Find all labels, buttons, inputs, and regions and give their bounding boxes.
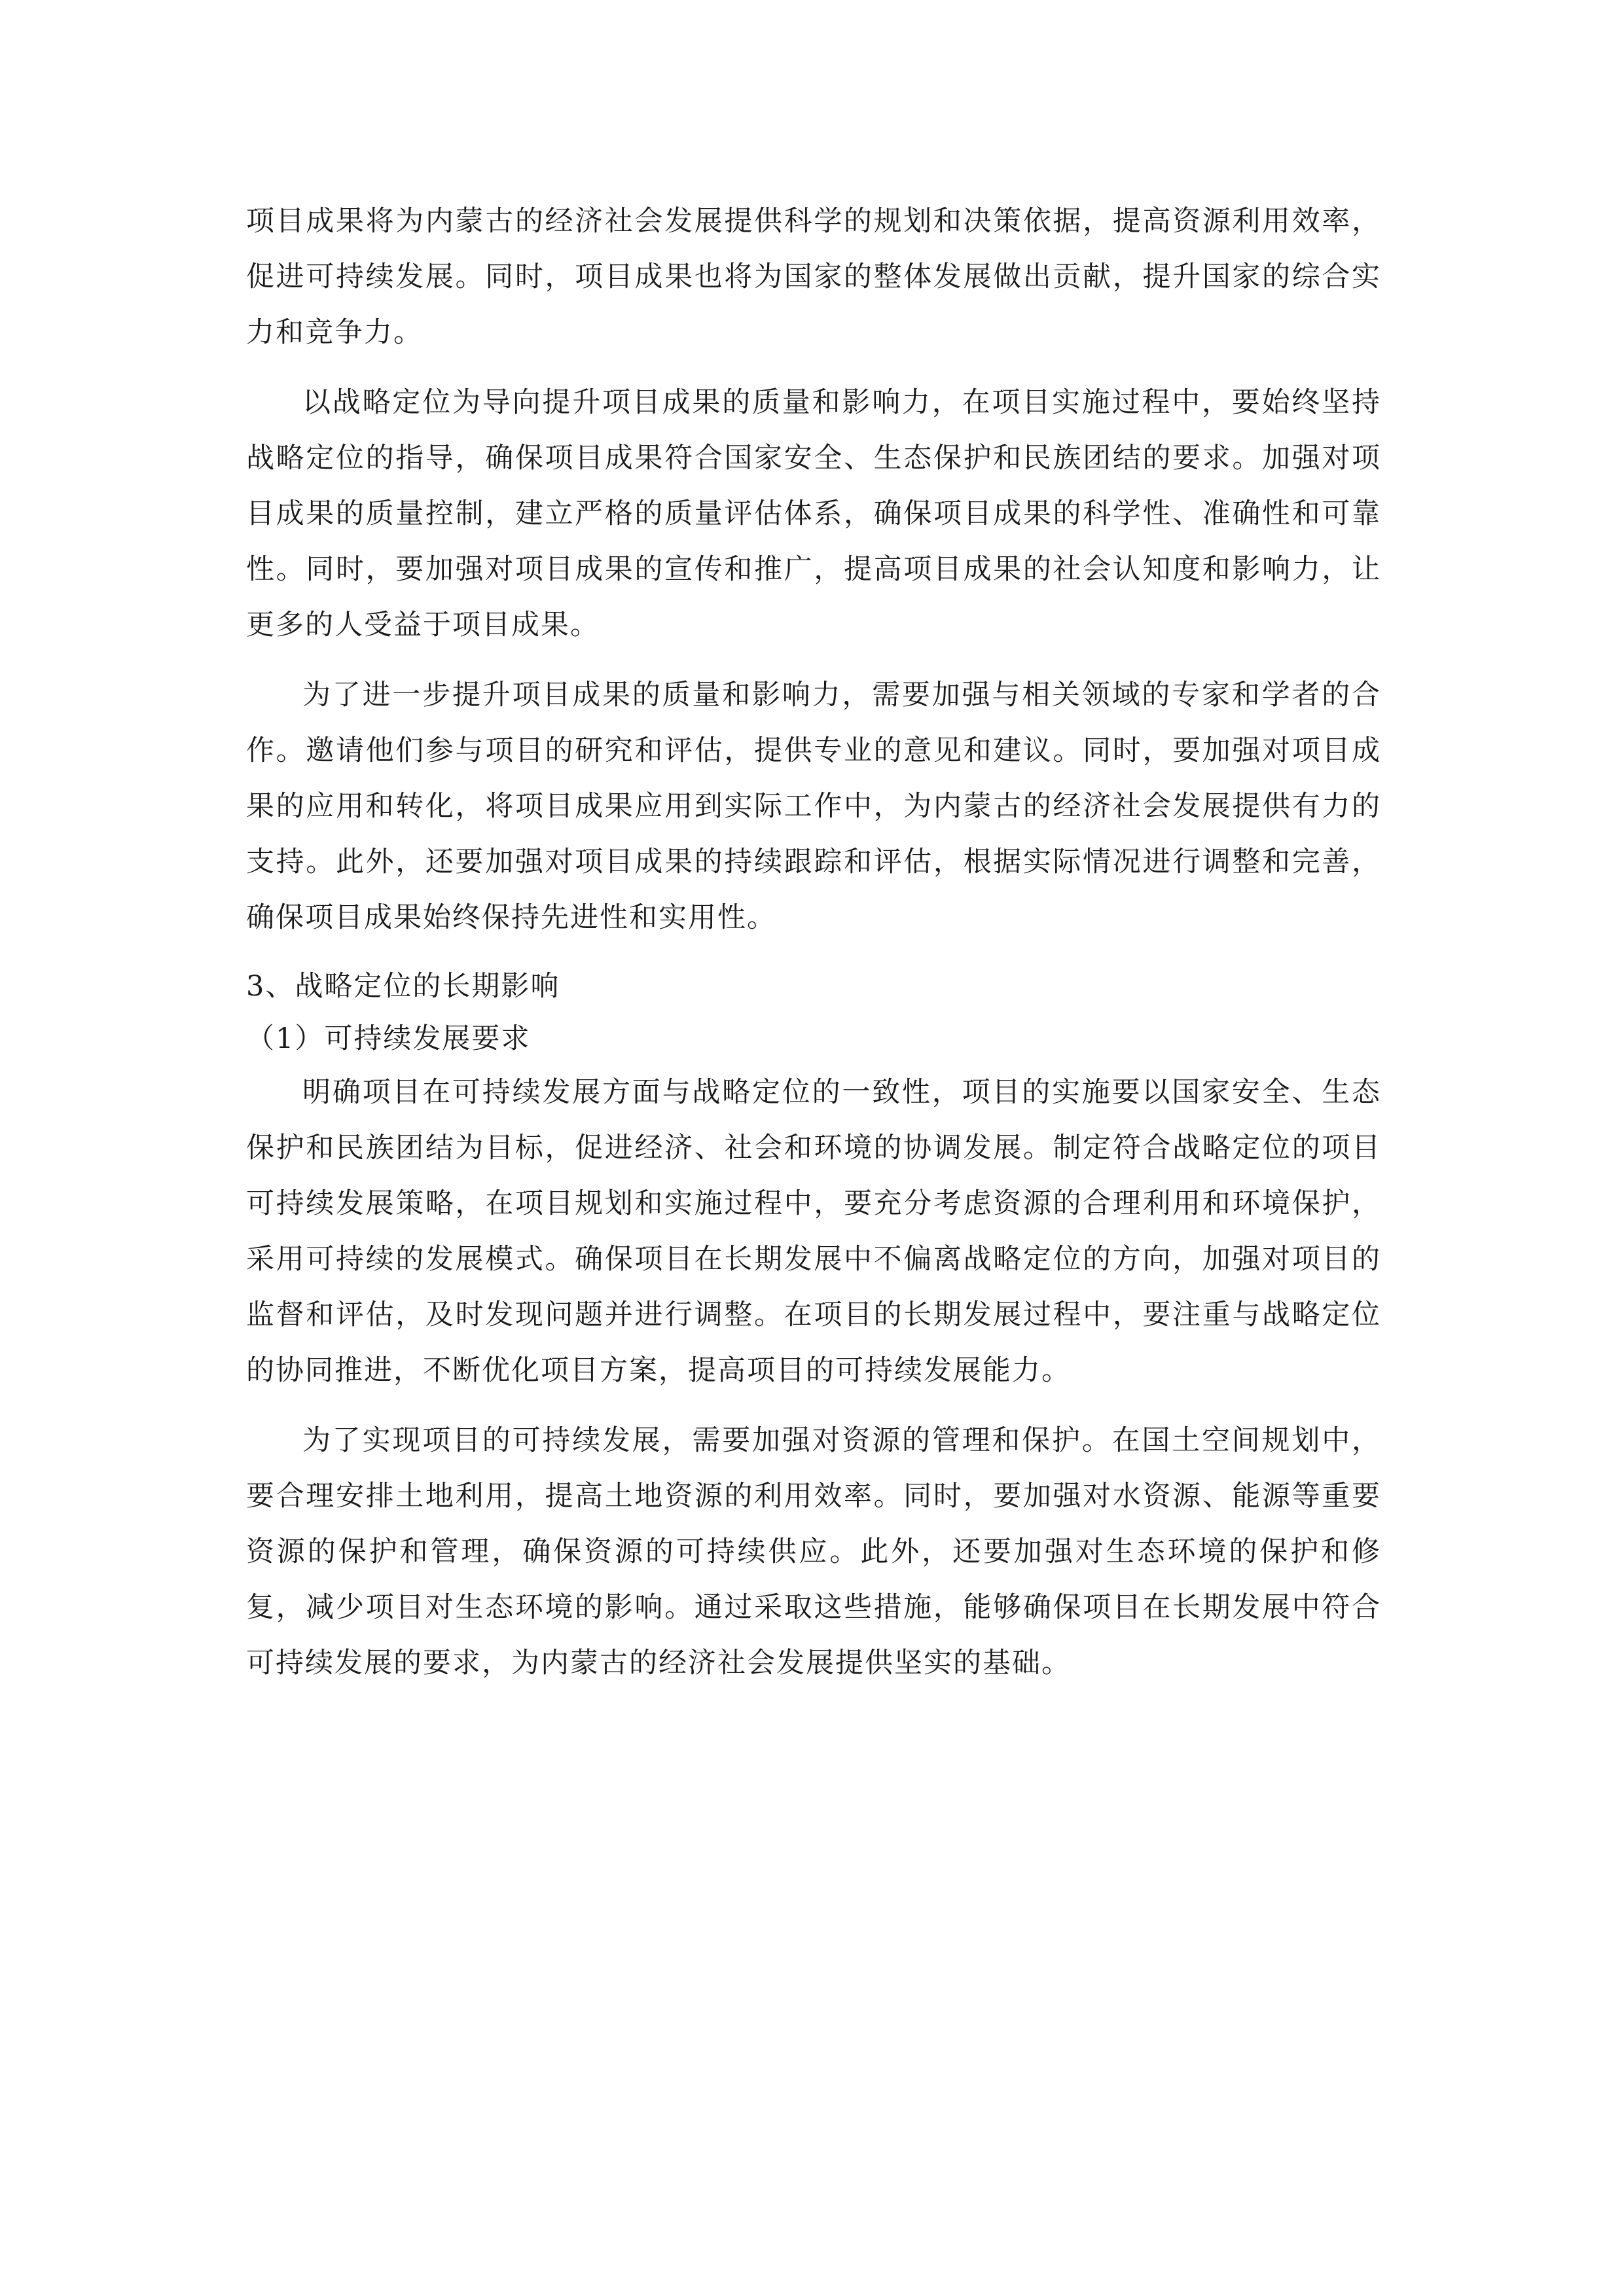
document-body	[246, 194, 1381, 1706]
section-heading: 3、战略定位的长期影响	[246, 970, 560, 1003]
paragraph-resource-management: 为了实现项目的可持续发展，需要加强对资源的管理和保护。在国土空间规划中，要合理安排土地利用，提高土地资源的利用效率。同时，要加强对水资源、能源等重要资源的保护和管理，确保资源的可持续供应。此外，还要加强对生态环境的保护和修复，减少项目对生态环境的影响。通过采取这些措施，能够确保项目在长期发展中符合可持续发展的要求，为内蒙古的经济社会发展提供坚实的基础。	[246, 1424, 1381, 1679]
subsection-heading: （1）可持续发展要求	[246, 1022, 531, 1055]
paragraph-expert-cooperation: 为了进一步提升项目成果的质量和影响力，需要加强与相关领域的专家和学者的合作。邀请他们参与项目的研究和评估，提供专业的意见和建议。同时，要加强对项目成果的应用和转化，将项目成果应用到实际工作中，为内蒙古的经济社会发展提供有力的支持。此外，还要加强对项目成果的持续跟踪和评估，根据实际情况进行调整和完善，确保项目成果始终保持先进性和实用性。	[246, 679, 1381, 934]
paragraph-sustainability-alignment: 明确项目在可持续发展方面与战略定位的一致性，项目的实施要以国家安全、生态保护和民族团结为目标，促进经济、社会和环境的协调发展。制定符合战略定位的项目可持续发展策略，在项目规划和实施过程中，要充分考虑资源的合理利用和环境保护，采用可持续的发展模式。确保项目在长期发展中不偏离战略定位的方向，加强对项目的监督和评估，及时发现问题并进行调整。在项目的长期发展过程中，要注重与战略定位的协同推进，不断优化项目方案，提高项目的可持续发展能力。	[246, 1076, 1381, 1387]
paragraph-continuation: 项目成果将为内蒙古的经济社会发展提供科学的规划和决策依据，提高资源利用效率，促进可持续发展。同时，项目成果也将为国家的整体发展做出贡献，提升国家的综合实力和竞争力。	[246, 205, 1381, 349]
paragraph-strategic-quality: 以战略定位为导向提升项目成果的质量和影响力，在项目实施过程中，要始终坚持战略定位的指导，确保项目成果符合国家安全、生态保护和民族团结的要求。加强对项目成果的质量控制，建立严格的质量评估体系，确保项目成果的科学性、准确性和可靠性。同时，要加强对项目成果的宣传和推广，提高项目成果的社会认知度和影响力，让更多的人受益于项目成果。	[246, 386, 1381, 641]
